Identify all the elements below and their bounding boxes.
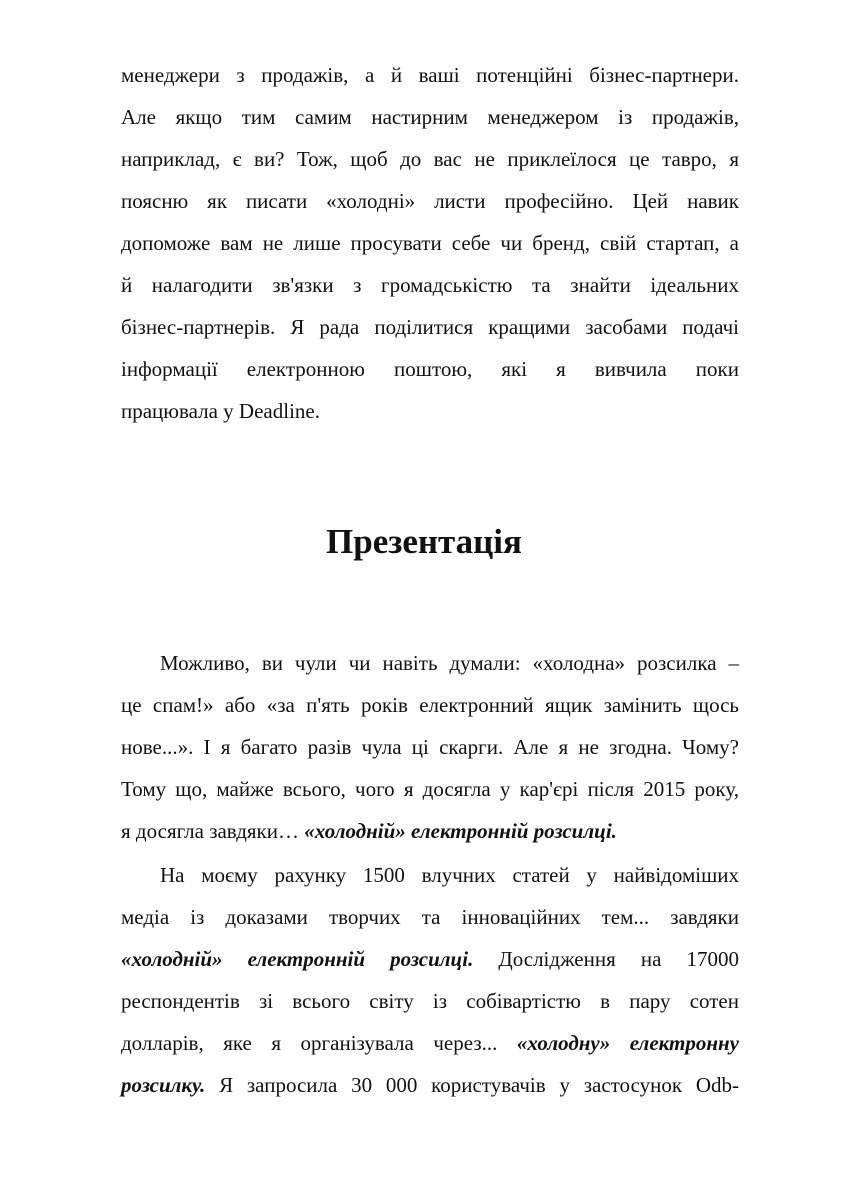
- paragraph3-line-2: медіа із доказами творчих та інноваційних тем... завдяки: [121, 905, 739, 929]
- paragraph3-emphasis-2: «холодну» електронну: [516, 1031, 739, 1055]
- paragraph1-line-9: працювала у Deadline.: [121, 399, 320, 423]
- paragraph3-line-5: [121, 1030, 739, 1056]
- paragraph3-line-3: [121, 946, 739, 972]
- paragraph1-line-6: й налагодити зв'язки з громадськістю та знайти ідеальних: [121, 273, 739, 297]
- paragraph3-line-5-text: долларів, яке я організувала через...: [121, 1031, 517, 1055]
- section-heading: Презентація: [326, 522, 522, 561]
- paragraph3-line-6-text: Я запросила 30 000 користувачів у застосунок Odb-: [205, 1073, 739, 1097]
- paragraph3-emphasis-1: «холодній» електронній розсилці.: [121, 947, 474, 971]
- paragraph2-line-2: це спам!» або «за п'ять років електронний ящик замінить щось: [121, 693, 739, 717]
- paragraph1-line-7: бізнес-партнерів. Я рада поділитися кращими засобами подачі: [121, 315, 739, 339]
- paragraph1-line-8: інформації електронною поштою, які я вивчила поки: [121, 357, 739, 381]
- paragraph1-line-4: поясню як писати «холодні» листи професійно. Цей навик: [121, 189, 739, 213]
- paragraph1-line-1: менеджери з продажів, а й ваші потенційні бізнес-партнери.: [121, 63, 739, 87]
- paragraph2-line-5-text: я досягла завдяки…: [121, 819, 305, 843]
- paragraph3-emphasis-3: розсилку.: [121, 1073, 206, 1097]
- paragraph3-line-6: [121, 1072, 739, 1098]
- paragraph2-line-3: нове...». І я багато разів чула ці скарги. Але я не згодна. Чому?: [121, 735, 739, 759]
- paragraph3-line-1: На моєму рахунку 1500 влучних статей у найвідоміших: [160, 863, 739, 887]
- paragraph1-line-2: Але якщо тим самим настирним менеджером із продажів,: [121, 105, 739, 129]
- paragraph2-line-5: [121, 818, 739, 844]
- paragraph2-emphasis: «холодній» електронній розсилці.: [304, 819, 617, 843]
- paragraph3-line-4: респондентів зі всього світу із собівартістю в пару сотен: [121, 989, 739, 1013]
- paragraph1-line-3: наприклад, є ви? Тож, щоб до вас не приклеїлося це тавро, я: [121, 147, 739, 171]
- paragraph1-line-5: допоможе вам не лише просувати себе чи бренд, свій стартап, а: [121, 231, 739, 255]
- paragraph3-line-3-text: Дослідження на 17000: [473, 947, 739, 971]
- paragraph2-line-1: Можливо, ви чули чи навіть думали: «холодна» розсилка –: [160, 651, 739, 675]
- paragraph2-line-4: Тому що, майже всього, чого я досягла у кар'єрі після 2015 року,: [121, 777, 739, 801]
